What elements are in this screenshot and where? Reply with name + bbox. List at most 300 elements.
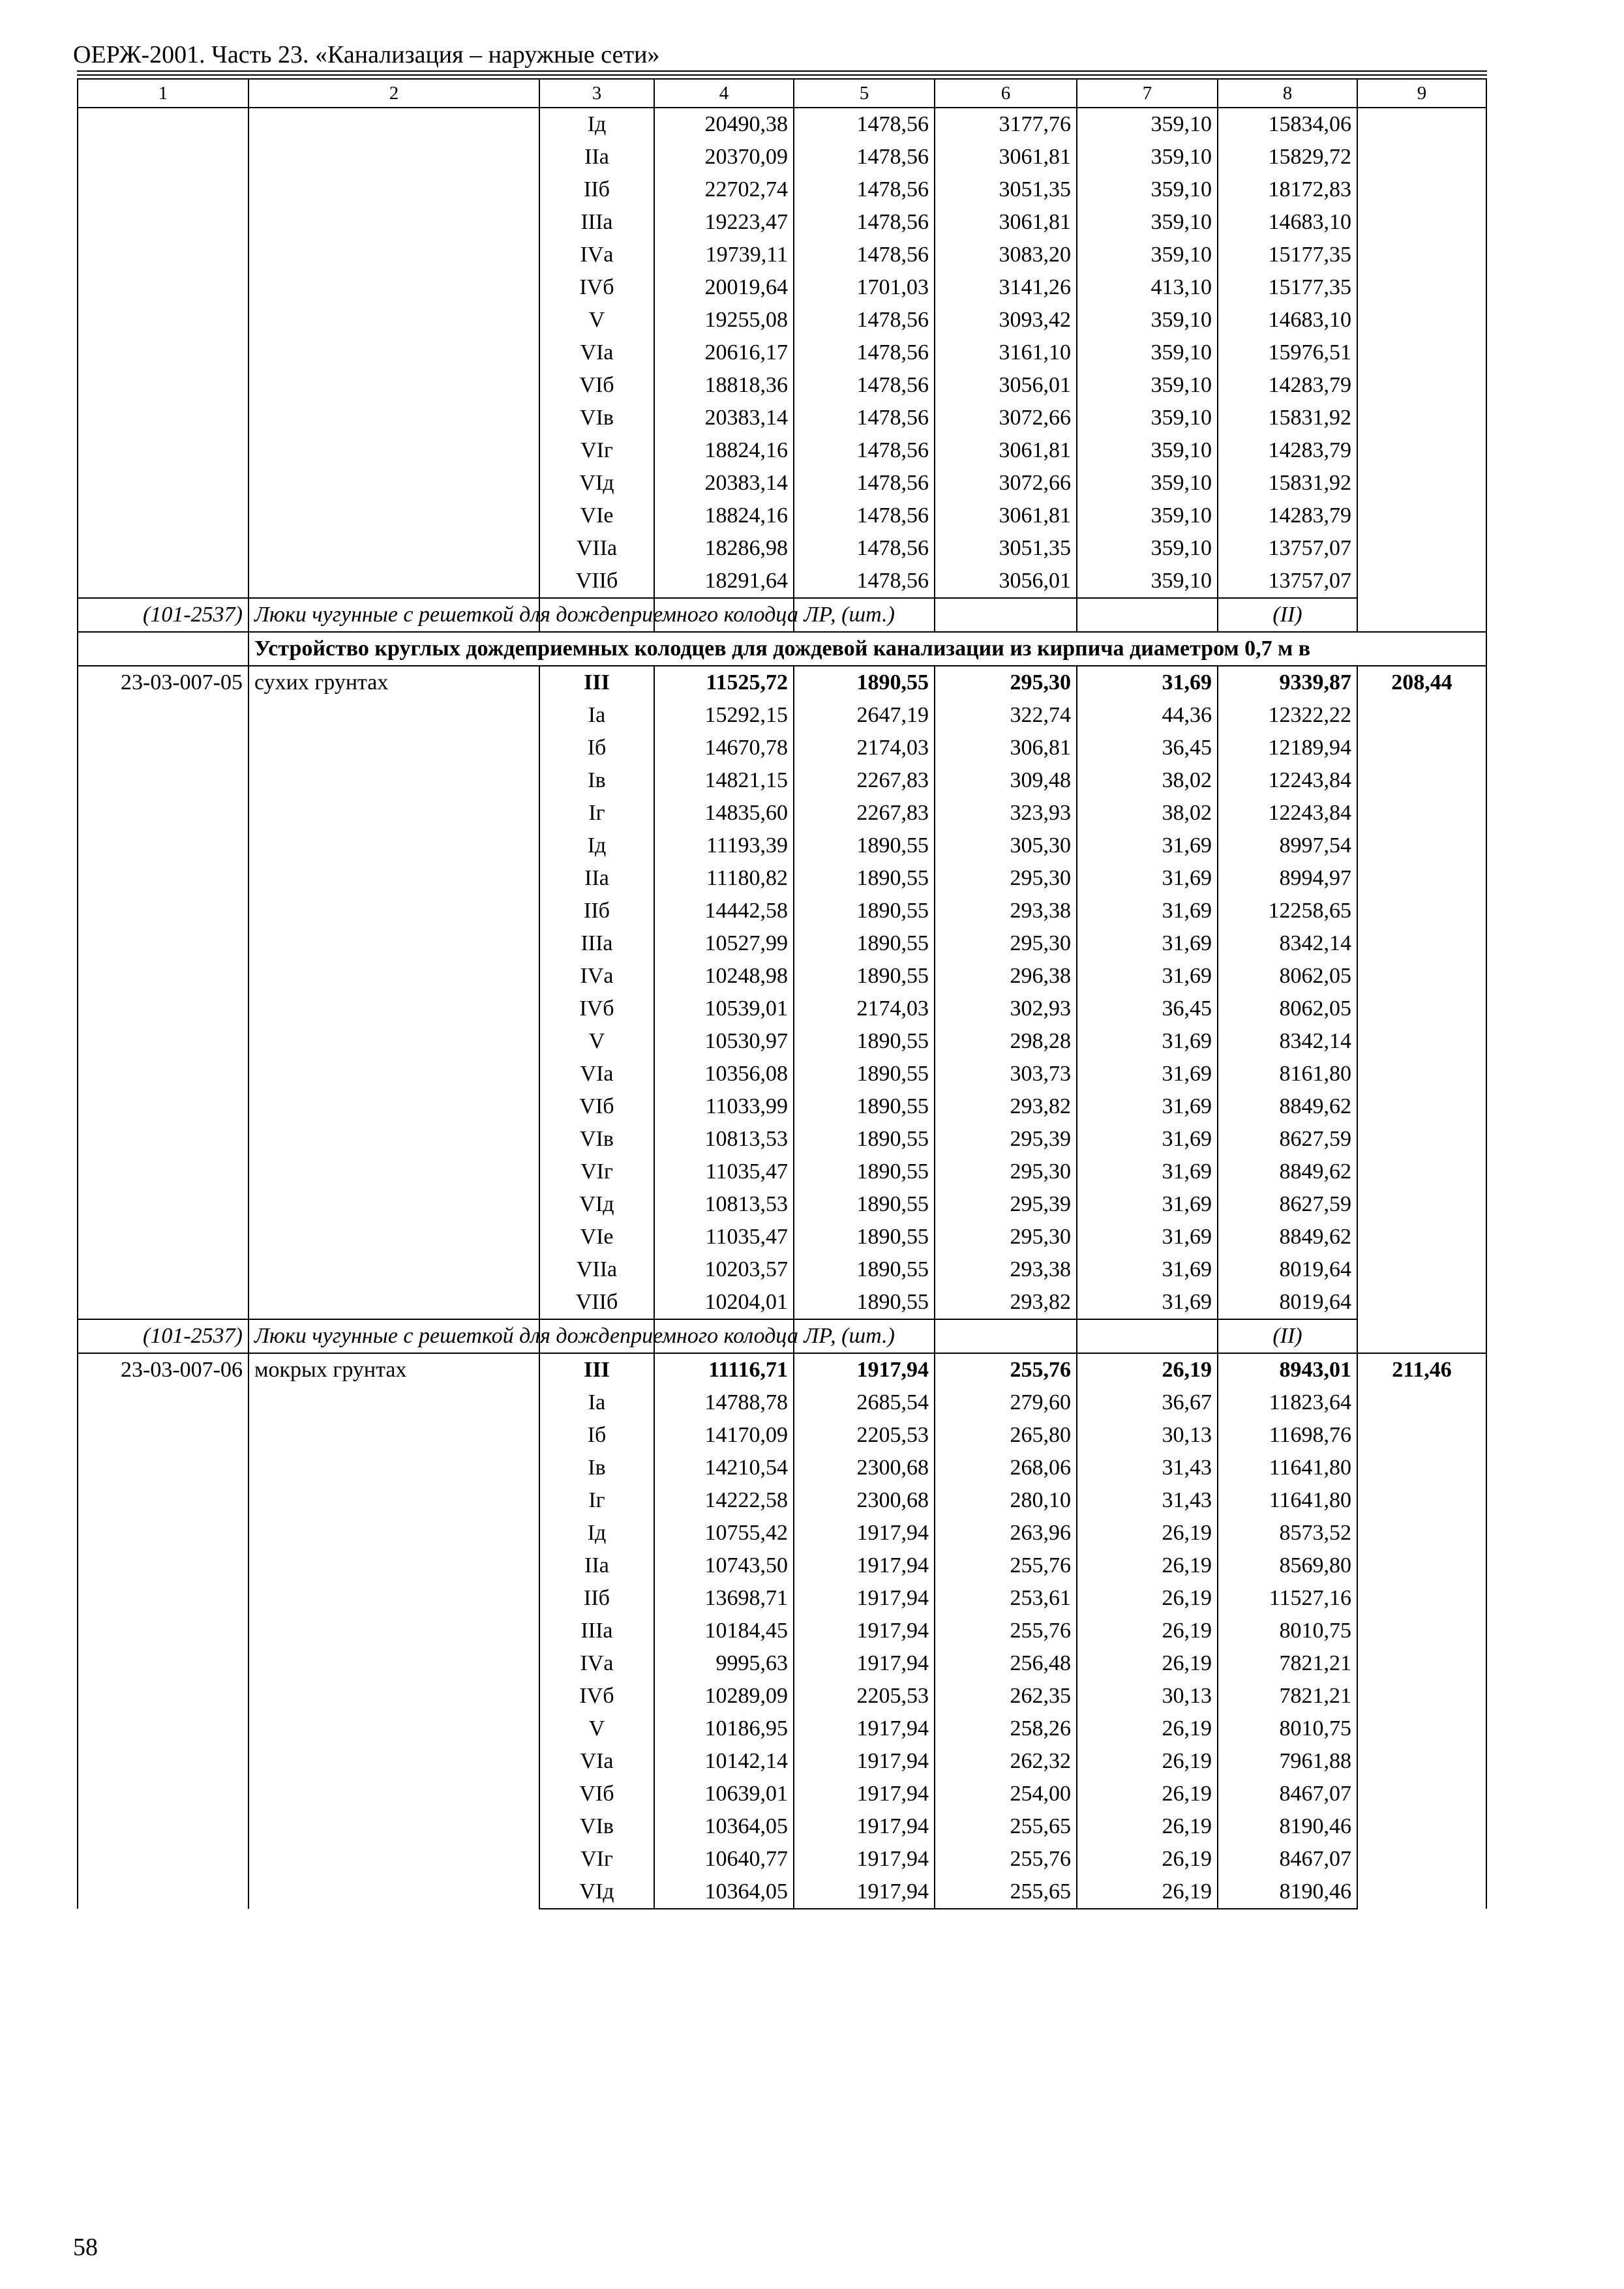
value-cell: 18286,98: [654, 532, 794, 565]
value-cell: 8010,75: [1218, 1615, 1357, 1647]
value-cell: 20383,14: [654, 402, 794, 434]
value-cell: 14835,60: [654, 797, 794, 830]
value-cell: 293,82: [935, 1090, 1077, 1123]
value-cell: 1478,56: [794, 467, 935, 500]
value-cell: 255,65: [935, 1810, 1077, 1843]
value-cell: 359,10: [1077, 141, 1218, 173]
value-cell: 8849,62: [1218, 1156, 1357, 1188]
value-cell: 303,73: [935, 1058, 1077, 1090]
value-cell: 12322,22: [1218, 699, 1357, 732]
zone-cell: VIг: [539, 1156, 654, 1188]
value-cell: 8062,05: [1218, 960, 1357, 993]
value-cell: 10364,05: [654, 1876, 794, 1909]
value-cell: 8342,14: [1218, 927, 1357, 960]
value-cell: 10364,05: [654, 1810, 794, 1843]
zone-cell: Iд: [539, 108, 654, 141]
rates-table-body: [78, 79, 1486, 1909]
zone-cell: IVб: [539, 993, 654, 1025]
zone-cell: Iг: [539, 1484, 654, 1517]
value-cell: 10186,95: [654, 1713, 794, 1745]
value-cell: 3141,26: [935, 271, 1077, 304]
value-cell: 1890,55: [794, 1025, 935, 1058]
value-cell: 3161,10: [935, 337, 1077, 369]
value-cell: 15831,92: [1218, 467, 1357, 500]
zone-cell: VIа: [539, 1745, 654, 1778]
value-cell: 254,00: [935, 1778, 1077, 1810]
value-cell: 3051,35: [935, 532, 1077, 565]
value-cell: 38,02: [1077, 764, 1218, 797]
value-cell: 359,10: [1077, 402, 1218, 434]
zone-cell: VIб: [539, 1090, 654, 1123]
value-cell: 1917,94: [794, 1353, 935, 1386]
rate-extra: 211,46: [1357, 1353, 1486, 1909]
value-cell: 1890,55: [794, 960, 935, 993]
value-cell: 18824,16: [654, 434, 794, 467]
value-cell: 3061,81: [935, 206, 1077, 239]
zone-cell: V: [539, 1025, 654, 1058]
value-cell: 255,76: [935, 1843, 1077, 1876]
value-cell: 26,19: [1077, 1778, 1218, 1810]
value-cell: 30,13: [1077, 1419, 1218, 1452]
value-cell: 11641,80: [1218, 1484, 1357, 1517]
name-cell: [248, 108, 539, 598]
value-cell: 1478,56: [794, 239, 935, 271]
value-cell: 1478,56: [794, 108, 935, 141]
value-cell: 253,61: [935, 1582, 1077, 1615]
value-cell: 18824,16: [654, 500, 794, 532]
value-cell: 10813,53: [654, 1188, 794, 1221]
value-cell: 1478,56: [794, 565, 935, 598]
value-cell: 31,69: [1077, 1188, 1218, 1221]
value-cell: 255,76: [935, 1549, 1077, 1582]
value-cell: 359,10: [1077, 239, 1218, 271]
zone-cell: IVб: [539, 1680, 654, 1713]
value-cell: 14283,79: [1218, 369, 1357, 402]
value-cell: 1917,94: [794, 1745, 935, 1778]
section-heading: Устройство круглых дождеприемных колодцев для дождевой канализации из кирпича диаметром 0,7 м в: [248, 632, 1486, 666]
zone-cell: V: [539, 304, 654, 337]
value-cell: 8161,80: [1218, 1058, 1357, 1090]
value-cell: 1478,56: [794, 304, 935, 337]
zone-cell: Iб: [539, 1419, 654, 1452]
value-cell: 1890,55: [794, 1253, 935, 1286]
value-cell: 295,30: [935, 1156, 1077, 1188]
value-cell: 280,10: [935, 1484, 1077, 1517]
value-cell: 11116,71: [654, 1353, 794, 1386]
value-cell: 293,82: [935, 1286, 1077, 1319]
zone-cell: VIб: [539, 1778, 654, 1810]
value-cell: 295,30: [935, 666, 1077, 699]
zone-cell: IIб: [539, 173, 654, 206]
empty-cell: [1077, 1319, 1218, 1353]
value-cell: 31,69: [1077, 1253, 1218, 1286]
value-cell: 10813,53: [654, 1123, 794, 1156]
zone-cell: Iв: [539, 1452, 654, 1484]
value-cell: 14442,58: [654, 895, 794, 927]
column-number: 3: [539, 79, 654, 108]
value-cell: 2300,68: [794, 1484, 935, 1517]
value-cell: 11525,72: [654, 666, 794, 699]
value-cell: 1917,94: [794, 1810, 935, 1843]
value-cell: 14788,78: [654, 1386, 794, 1419]
value-cell: 1890,55: [794, 1221, 935, 1253]
header-rule-bottom: [77, 74, 1487, 76]
value-cell: 1478,56: [794, 206, 935, 239]
value-cell: 2205,53: [794, 1419, 935, 1452]
value-cell: 8190,46: [1218, 1876, 1357, 1909]
value-cell: 11033,99: [654, 1090, 794, 1123]
value-cell: 1890,55: [794, 830, 935, 862]
value-cell: 2685,54: [794, 1386, 935, 1419]
value-cell: 31,69: [1077, 1156, 1218, 1188]
value-cell: 1890,55: [794, 1156, 935, 1188]
section-heading-spacer: [78, 632, 248, 666]
value-cell: 258,26: [935, 1713, 1077, 1745]
value-cell: 14283,79: [1218, 500, 1357, 532]
value-cell: 11823,64: [1218, 1386, 1357, 1419]
resource-name: Люки чугунные с решеткой для дождеприемного колодца ЛР, (шт.): [248, 1319, 539, 1353]
rate-extra: 208,44: [1357, 666, 1486, 1353]
value-cell: 3061,81: [935, 434, 1077, 467]
value-cell: 8627,59: [1218, 1188, 1357, 1221]
value-cell: 19739,11: [654, 239, 794, 271]
page-number: 58: [73, 2234, 98, 2261]
value-cell: 14683,10: [1218, 206, 1357, 239]
value-cell: 8997,54: [1218, 830, 1357, 862]
value-cell: 20370,09: [654, 141, 794, 173]
value-cell: 12243,84: [1218, 764, 1357, 797]
value-cell: 26,19: [1077, 1647, 1218, 1680]
value-cell: 262,32: [935, 1745, 1077, 1778]
value-cell: 295,39: [935, 1188, 1077, 1221]
value-cell: 10289,09: [654, 1680, 794, 1713]
zone-cell: VIе: [539, 500, 654, 532]
value-cell: 295,30: [935, 1221, 1077, 1253]
value-cell: 263,96: [935, 1517, 1077, 1549]
value-cell: 1890,55: [794, 1286, 935, 1319]
value-cell: 1917,94: [794, 1549, 935, 1582]
value-cell: 8627,59: [1218, 1123, 1357, 1156]
value-cell: 11035,47: [654, 1221, 794, 1253]
value-cell: 26,19: [1077, 1517, 1218, 1549]
value-cell: 8849,62: [1218, 1221, 1357, 1253]
value-cell: 1478,56: [794, 369, 935, 402]
value-cell: 26,19: [1077, 1843, 1218, 1876]
value-cell: 10755,42: [654, 1517, 794, 1549]
value-cell: 8019,64: [1218, 1253, 1357, 1286]
value-cell: 1890,55: [794, 1123, 935, 1156]
column-number: 8: [1218, 79, 1357, 108]
value-cell: 44,36: [1077, 699, 1218, 732]
value-cell: 298,28: [935, 1025, 1077, 1058]
rate-name: мокрых грунтах: [248, 1353, 539, 1909]
value-cell: 7821,21: [1218, 1680, 1357, 1713]
value-cell: 359,10: [1077, 467, 1218, 500]
value-cell: 2647,19: [794, 699, 935, 732]
value-cell: 36,67: [1077, 1386, 1218, 1419]
value-cell: 31,69: [1077, 666, 1218, 699]
value-cell: 31,69: [1077, 1025, 1218, 1058]
value-cell: 11035,47: [654, 1156, 794, 1188]
zone-cell: Iг: [539, 797, 654, 830]
value-cell: 302,93: [935, 993, 1077, 1025]
zone-cell: Iа: [539, 1386, 654, 1419]
value-cell: 359,10: [1077, 304, 1218, 337]
value-cell: 26,19: [1077, 1353, 1218, 1386]
value-cell: 26,19: [1077, 1745, 1218, 1778]
value-cell: 20383,14: [654, 467, 794, 500]
zone-cell: VIIа: [539, 1253, 654, 1286]
zone-cell: III: [539, 666, 654, 699]
column-number: 2: [248, 79, 539, 108]
value-cell: 1917,94: [794, 1647, 935, 1680]
value-cell: 1890,55: [794, 666, 935, 699]
value-cell: 26,19: [1077, 1876, 1218, 1909]
zone-cell: Iа: [539, 699, 654, 732]
value-cell: 255,65: [935, 1876, 1077, 1909]
empty-cell: [1077, 598, 1218, 632]
value-cell: 8010,75: [1218, 1713, 1357, 1745]
value-cell: 31,69: [1077, 1123, 1218, 1156]
value-cell: 8190,46: [1218, 1810, 1357, 1843]
value-cell: 10356,08: [654, 1058, 794, 1090]
value-cell: 31,69: [1077, 1090, 1218, 1123]
value-cell: 309,48: [935, 764, 1077, 797]
value-cell: 359,10: [1077, 369, 1218, 402]
value-cell: 1917,94: [794, 1778, 935, 1810]
value-cell: 31,69: [1077, 927, 1218, 960]
header-rule-top: [77, 70, 1487, 72]
value-cell: 8943,01: [1218, 1353, 1357, 1386]
value-cell: 11527,16: [1218, 1582, 1357, 1615]
zone-cell: Iв: [539, 764, 654, 797]
value-cell: 2267,83: [794, 797, 935, 830]
value-cell: 26,19: [1077, 1810, 1218, 1843]
value-cell: 31,69: [1077, 1058, 1218, 1090]
value-cell: 12189,94: [1218, 732, 1357, 764]
value-cell: 255,76: [935, 1353, 1077, 1386]
value-cell: 14670,78: [654, 732, 794, 764]
value-cell: 3083,20: [935, 239, 1077, 271]
value-cell: 1478,56: [794, 402, 935, 434]
value-cell: 295,39: [935, 1123, 1077, 1156]
value-cell: 13757,07: [1218, 532, 1357, 565]
value-cell: 359,10: [1077, 108, 1218, 141]
value-cell: 3177,76: [935, 108, 1077, 141]
value-cell: 323,93: [935, 797, 1077, 830]
zone-cell: IVа: [539, 239, 654, 271]
value-cell: 3072,66: [935, 467, 1077, 500]
column-number: 7: [1077, 79, 1218, 108]
value-cell: 293,38: [935, 895, 1077, 927]
zone-cell: IIIа: [539, 927, 654, 960]
value-cell: 18291,64: [654, 565, 794, 598]
zone-cell: VIг: [539, 1843, 654, 1876]
value-cell: 262,35: [935, 1680, 1077, 1713]
resource-code: (101-2537): [78, 598, 248, 632]
value-cell: 1917,94: [794, 1713, 935, 1745]
value-cell: 295,30: [935, 862, 1077, 895]
rate-code: 23-03-007-05: [78, 666, 248, 1319]
empty-cell: [935, 1319, 1077, 1353]
value-cell: 31,43: [1077, 1484, 1218, 1517]
value-cell: 322,74: [935, 699, 1077, 732]
value-cell: 255,76: [935, 1615, 1077, 1647]
rate-name: сухих грунтах: [248, 666, 539, 1319]
value-cell: 36,45: [1077, 993, 1218, 1025]
value-cell: 10640,77: [654, 1843, 794, 1876]
resource-row: [78, 1319, 1486, 1353]
zone-cell: IIIа: [539, 1615, 654, 1647]
value-cell: 12243,84: [1218, 797, 1357, 830]
value-cell: 1890,55: [794, 1058, 935, 1090]
value-cell: 1478,56: [794, 141, 935, 173]
column-number: 6: [935, 79, 1077, 108]
value-cell: 1917,94: [794, 1582, 935, 1615]
value-cell: 19223,47: [654, 206, 794, 239]
zone-cell: III: [539, 1353, 654, 1386]
zone-cell: IIа: [539, 862, 654, 895]
value-cell: 2267,83: [794, 764, 935, 797]
value-cell: 31,69: [1077, 960, 1218, 993]
value-cell: 1890,55: [794, 1090, 935, 1123]
column-number-row: [78, 79, 1486, 108]
column-number: 9: [1357, 79, 1486, 108]
column-number: 5: [794, 79, 935, 108]
value-cell: 13757,07: [1218, 565, 1357, 598]
value-cell: 30,13: [1077, 1680, 1218, 1713]
value-cell: 1890,55: [794, 927, 935, 960]
zone-cell: Iб: [539, 732, 654, 764]
value-cell: 10539,01: [654, 993, 794, 1025]
value-cell: 1478,56: [794, 500, 935, 532]
value-cell: 10248,98: [654, 960, 794, 993]
value-cell: 10743,50: [654, 1549, 794, 1582]
value-cell: 26,19: [1077, 1549, 1218, 1582]
value-cell: 279,60: [935, 1386, 1077, 1419]
zone-cell: VIд: [539, 1188, 654, 1221]
value-cell: 3056,01: [935, 369, 1077, 402]
value-cell: 359,10: [1077, 173, 1218, 206]
value-cell: 31,69: [1077, 895, 1218, 927]
rates-table: [77, 78, 1487, 1909]
zone-cell: VIIб: [539, 1286, 654, 1319]
zone-cell: IVб: [539, 271, 654, 304]
value-cell: 22702,74: [654, 173, 794, 206]
value-cell: 295,30: [935, 927, 1077, 960]
value-cell: 306,81: [935, 732, 1077, 764]
zone-cell: Iд: [539, 830, 654, 862]
value-cell: 20019,64: [654, 271, 794, 304]
value-cell: 20616,17: [654, 337, 794, 369]
resource-mark: (II): [1218, 598, 1357, 632]
zone-cell: IVа: [539, 960, 654, 993]
value-cell: 11641,80: [1218, 1452, 1357, 1484]
value-cell: 9995,63: [654, 1647, 794, 1680]
value-cell: 9339,87: [1218, 666, 1357, 699]
value-cell: 26,19: [1077, 1713, 1218, 1745]
zone-cell: V: [539, 1713, 654, 1745]
value-cell: 359,10: [1077, 500, 1218, 532]
zone-cell: IIIа: [539, 206, 654, 239]
value-cell: 3051,35: [935, 173, 1077, 206]
value-cell: 3056,01: [935, 565, 1077, 598]
value-cell: 359,10: [1077, 434, 1218, 467]
value-cell: 1890,55: [794, 862, 935, 895]
zone-cell: IIа: [539, 1549, 654, 1582]
value-cell: 13698,71: [654, 1582, 794, 1615]
value-cell: 18172,83: [1218, 173, 1357, 206]
zone-cell: VIа: [539, 337, 654, 369]
value-cell: 11698,76: [1218, 1419, 1357, 1452]
value-cell: 14170,09: [654, 1419, 794, 1452]
rate-code: 23-03-007-06: [78, 1353, 248, 1909]
value-cell: 1478,56: [794, 173, 935, 206]
value-cell: 1478,56: [794, 532, 935, 565]
value-cell: 15829,72: [1218, 141, 1357, 173]
zone-cell: VIг: [539, 434, 654, 467]
code-cell: [78, 108, 248, 598]
column-number: 1: [78, 79, 248, 108]
zone-cell: Iд: [539, 1517, 654, 1549]
resource-code: (101-2537): [78, 1319, 248, 1353]
value-cell: 18818,36: [654, 369, 794, 402]
value-cell: 14210,54: [654, 1452, 794, 1484]
value-cell: 305,30: [935, 830, 1077, 862]
column-number: 4: [654, 79, 794, 108]
resource-name: Люки чугунные с решеткой для дождеприемного колодца ЛР, (шт.): [248, 598, 539, 632]
value-cell: 413,10: [1077, 271, 1218, 304]
value-cell: 10142,14: [654, 1745, 794, 1778]
value-cell: 10527,99: [654, 927, 794, 960]
value-cell: 359,10: [1077, 565, 1218, 598]
zone-cell: VIд: [539, 1876, 654, 1909]
value-cell: 14222,58: [654, 1484, 794, 1517]
value-cell: 31,69: [1077, 830, 1218, 862]
value-cell: 15976,51: [1218, 337, 1357, 369]
value-cell: 2174,03: [794, 732, 935, 764]
value-cell: 8342,14: [1218, 1025, 1357, 1058]
value-cell: 1917,94: [794, 1615, 935, 1647]
value-cell: 8569,80: [1218, 1549, 1357, 1582]
resource-mark: (II): [1218, 1319, 1357, 1353]
value-cell: 8849,62: [1218, 1090, 1357, 1123]
value-cell: 14283,79: [1218, 434, 1357, 467]
empty-cell: [935, 598, 1077, 632]
value-cell: 2205,53: [794, 1680, 935, 1713]
value-cell: 359,10: [1077, 532, 1218, 565]
zone-cell: VIIа: [539, 532, 654, 565]
value-cell: 31,43: [1077, 1452, 1218, 1484]
zone-cell: VIб: [539, 369, 654, 402]
value-cell: 1917,94: [794, 1517, 935, 1549]
table-row: [78, 666, 1486, 699]
value-cell: 1890,55: [794, 1188, 935, 1221]
zone-cell: VIIб: [539, 565, 654, 598]
zone-cell: IIб: [539, 895, 654, 927]
zone-cell: IIб: [539, 1582, 654, 1615]
value-cell: 31,69: [1077, 1221, 1218, 1253]
value-cell: 3072,66: [935, 402, 1077, 434]
zone-cell: IVа: [539, 1647, 654, 1680]
value-cell: 7961,88: [1218, 1745, 1357, 1778]
resource-row: [78, 598, 1486, 632]
value-cell: 36,45: [1077, 732, 1218, 764]
value-cell: 1917,94: [794, 1876, 935, 1909]
value-cell: 14821,15: [654, 764, 794, 797]
value-cell: 15177,35: [1218, 271, 1357, 304]
value-cell: 31,69: [1077, 862, 1218, 895]
